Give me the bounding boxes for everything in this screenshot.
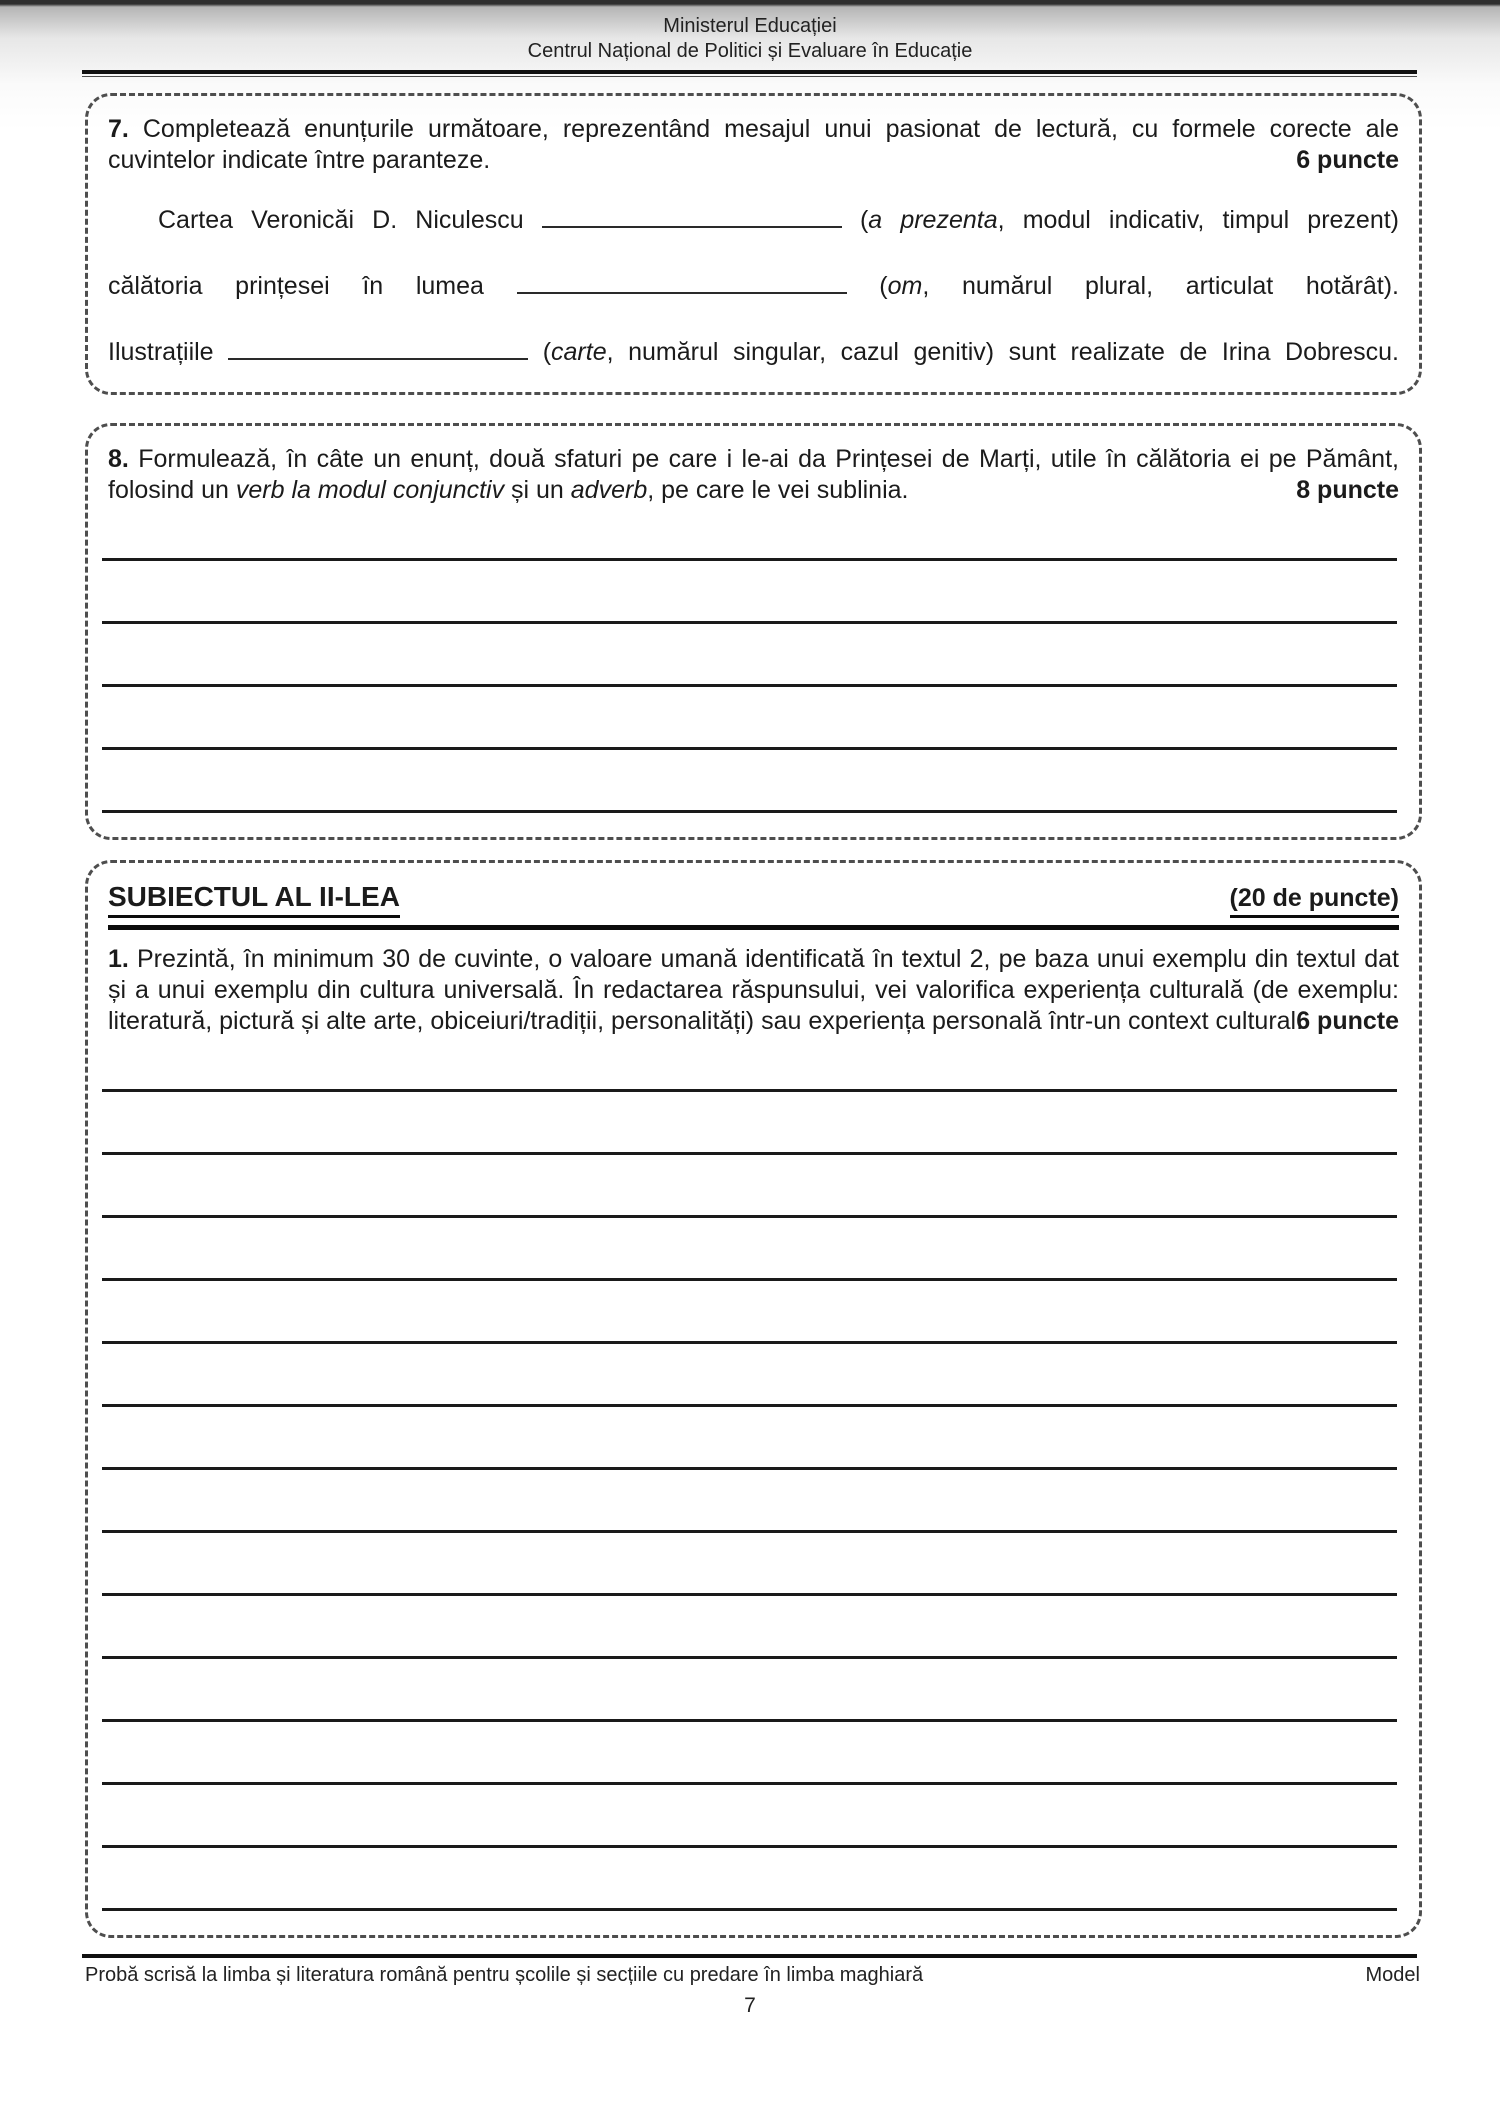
answer-line: [102, 1722, 1397, 1785]
header-subtitle: Centrul Național de Politici și Evaluare în Educație: [527, 40, 973, 62]
fill-in-line: Cartea Veronicăi D. Niculescu (a prezenta, modul indicativ, timpul prezent): [158, 206, 1400, 234]
subject2-box: [85, 860, 1422, 1938]
subject2-title: SUBIECTUL AL II-LEA: [108, 881, 400, 918]
subject2-points: (20 de puncte): [1230, 884, 1399, 918]
page-header: [0, 0, 1500, 64]
answer-line: [102, 1785, 1397, 1848]
blank-underline: [228, 336, 528, 360]
header-rule: [82, 70, 1417, 77]
footer-rule: [82, 1954, 1417, 1958]
answer-line: [102, 1218, 1397, 1281]
answer-line: [102, 508, 1397, 561]
answer-line: [102, 1039, 1397, 1092]
subject2-task1-number: 1.: [108, 945, 129, 973]
blank-underline: [517, 270, 847, 294]
task1-answer-lines: [108, 1039, 1399, 1911]
header-title: Ministerul Educației: [663, 15, 837, 37]
task8-prompt: 8. Formulează, în câte un enunț, două sfaturi pe care i le-ai da Prințesei de Marți, utile în călătoria ei pe Pământ, folosind un verb la modul conjunctiv și un adverb, pe care le vei sublinia. 8 puncte: [108, 445, 1399, 504]
answer-line: [102, 1092, 1397, 1155]
answer-line: [102, 1533, 1397, 1596]
answer-line: [102, 561, 1397, 624]
answer-line: [102, 624, 1397, 687]
task8-number: 8.: [108, 445, 129, 473]
task7-prompt: 7. Completează enunțurile următoare, reprezentând mesajul unui pasionat de lectură, cu formele corecte ale cuvintelor indicate între paranteze. 6 puncte: [108, 115, 1399, 174]
answer-line: [102, 687, 1397, 750]
task7-box: [85, 93, 1422, 395]
task7-number: 7.: [108, 115, 129, 143]
footer: [85, 1962, 1420, 1988]
answer-line: [102, 1470, 1397, 1533]
answer-line: [102, 1407, 1397, 1470]
subject2-task1-points: 6 puncte: [1296, 1007, 1399, 1035]
footer-model-label: Model: [1365, 1964, 1420, 1986]
answer-line: [102, 1659, 1397, 1722]
fill-in-line: călătoria prințesei în lumea (om, numărul plural, articulat hotărât).: [108, 272, 1399, 300]
page-number: 7: [744, 1994, 756, 2017]
task7-points: 6 puncte: [1296, 146, 1399, 174]
answer-line: [102, 1281, 1397, 1344]
answer-line: [102, 1848, 1397, 1911]
footer-exam-name: Probă scrisă la limba și literatura română pentru școlile și secțiile cu predare în limba maghiară: [85, 1964, 924, 1986]
answer-line: [102, 1344, 1397, 1407]
answer-line: [102, 1596, 1397, 1659]
task8-box: [85, 423, 1422, 840]
blank-underline: [542, 204, 842, 228]
task8-points: 8 puncte: [1296, 476, 1399, 504]
answer-line: [102, 1155, 1397, 1218]
fill-in-line: Ilustrațiile (carte, numărul singular, cazul genitiv) sunt realizate de Irina Dobrescu.: [108, 338, 1399, 366]
subject2-heading: [108, 881, 1399, 930]
answer-line: [102, 750, 1397, 813]
subject2-task1-prompt: 1. Prezintă, în minimum 30 de cuvinte, o valoare umană identificată în textul 2, pe baza unui exemplu din textul dat și a unui exemplu din cultura universală. În redactarea răspunsului, vei valorifica experiența culturală (de exemplu: literatură, pictură și alte arte, obiceiuri/tradiții, personalități) sau experiența personală într-un context cultural. 6 puncte: [108, 945, 1399, 1035]
task8-answer-lines: [108, 508, 1399, 813]
